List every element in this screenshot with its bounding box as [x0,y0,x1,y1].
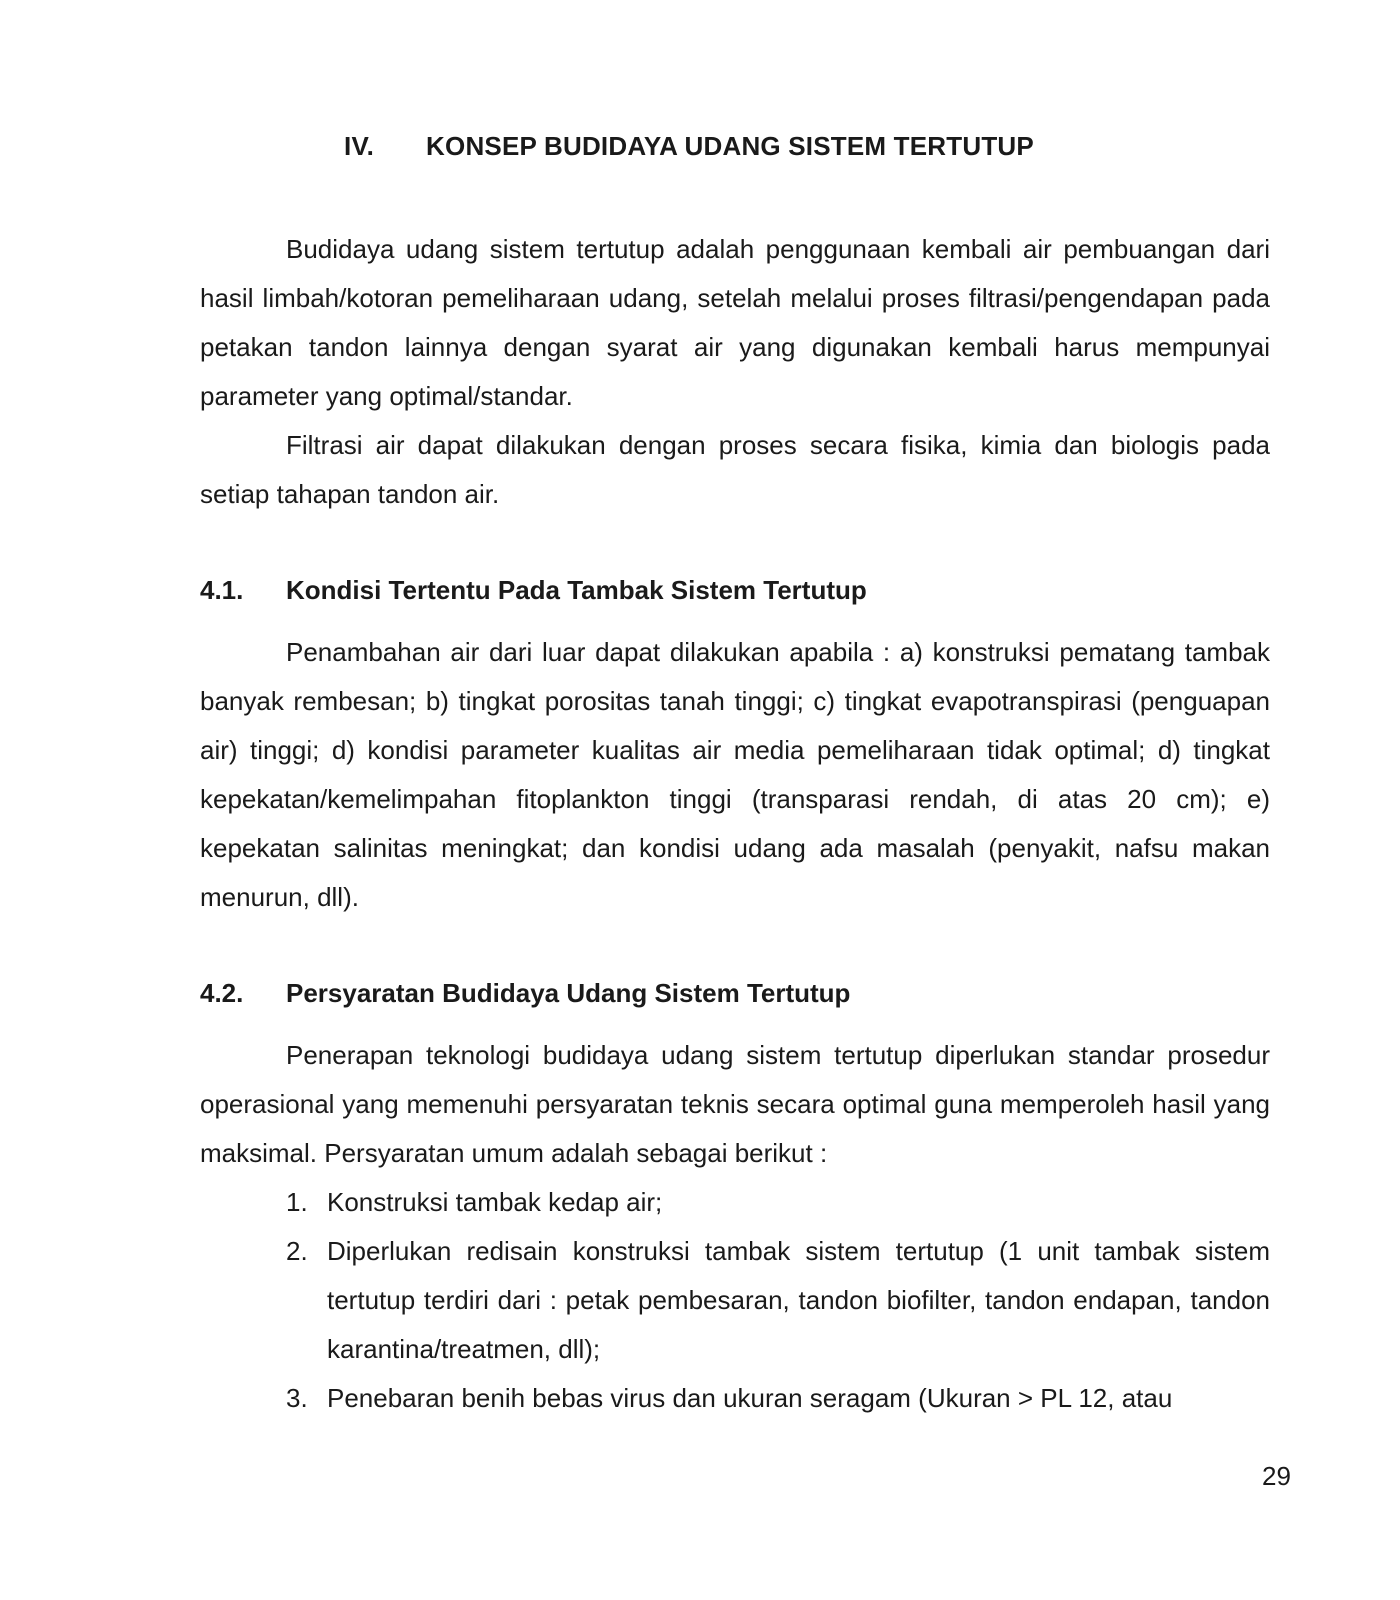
chapter-number: IV. [344,131,375,161]
list-item-text: Diperlukan redisain konstruksi tambak sistem tertutup (1 unit tambak sistem tertutup terdiri dari : petak pembesaran, tandon biofilter, tandon endapan, tandon karantina/treatmen, dll); [327,1236,1270,1364]
section-4-2-paragraph: Penerapan teknologi budidaya udang sistem tertutup diperlukan standar prosedur operasional yang memenuhi persyaratan teknis secara optimal guna memperoleh hasil yang maksimal. Persyaratan umum adalah sebagai berikut : [200,1040,1270,1168]
intro-paragraph-1: Budidaya udang sistem tertutup adalah penggunaan kembali air pembuangan dari hasil limbah/kotoran pemeliharaan udang, setelah melalui proses filtrasi/pengendapan pada petakan tandon lainnya dengan syarat air yang digunakan kembali harus mempunyai parameter yang optimal/standar. [200,234,1270,411]
intro-paragraph-2: Filtrasi air dapat dilakukan dengan proses secara fisika, kimia dan biologis pada setiap tahapan tandon air. [200,430,1270,509]
list-marker: 1. [286,1187,308,1217]
list-item [200,1178,1270,1227]
list-item-text: Penebaran benih bebas virus dan ukuran seragam (Ukuran > PL 12, atau [327,1383,1173,1413]
document-body [200,225,1270,1423]
section-heading-4-1 [200,566,1270,615]
list-marker: 2. [286,1236,308,1266]
section-title: Kondisi Tertentu Pada Tambak Sistem Tertutup [286,575,867,605]
section-title: Persyaratan Budidaya Udang Sistem Tertutup [286,978,851,1008]
page-number: 29 [1262,1461,1291,1491]
list-marker: 3. [286,1383,308,1413]
section-4-1-paragraph: Penambahan air dari luar dapat dilakukan apabila : a) konstruksi pematang tambak banyak rembesan; b) tingkat porositas tanah tinggi; c) tingkat evapotranspirasi (penguapan air) tinggi; d) kondisi parameter kualitas air media pemeliharaan tidak optimal; d) tingkat kepekatan/kemelimpahan fitoplankton tinggi (transparasi rendah, di atas 20 cm); e) kepekatan salinitas meningkat; dan kondisi udang ada masalah (penyakit, nafsu makan menurun, dll). [200,637,1270,912]
list-item [200,1374,1270,1423]
chapter-title [0,131,1400,162]
section-number: 4.1. [200,575,244,605]
section-number: 4.2. [200,978,244,1008]
list-item [200,1227,1270,1374]
requirements-list [200,1178,1270,1423]
list-item-text: Konstruksi tambak kedap air; [327,1187,663,1217]
chapter-title-text: KONSEP BUDIDAYA UDANG SISTEM TERTUTUP [426,131,1034,161]
section-heading-4-2 [200,969,1270,1018]
